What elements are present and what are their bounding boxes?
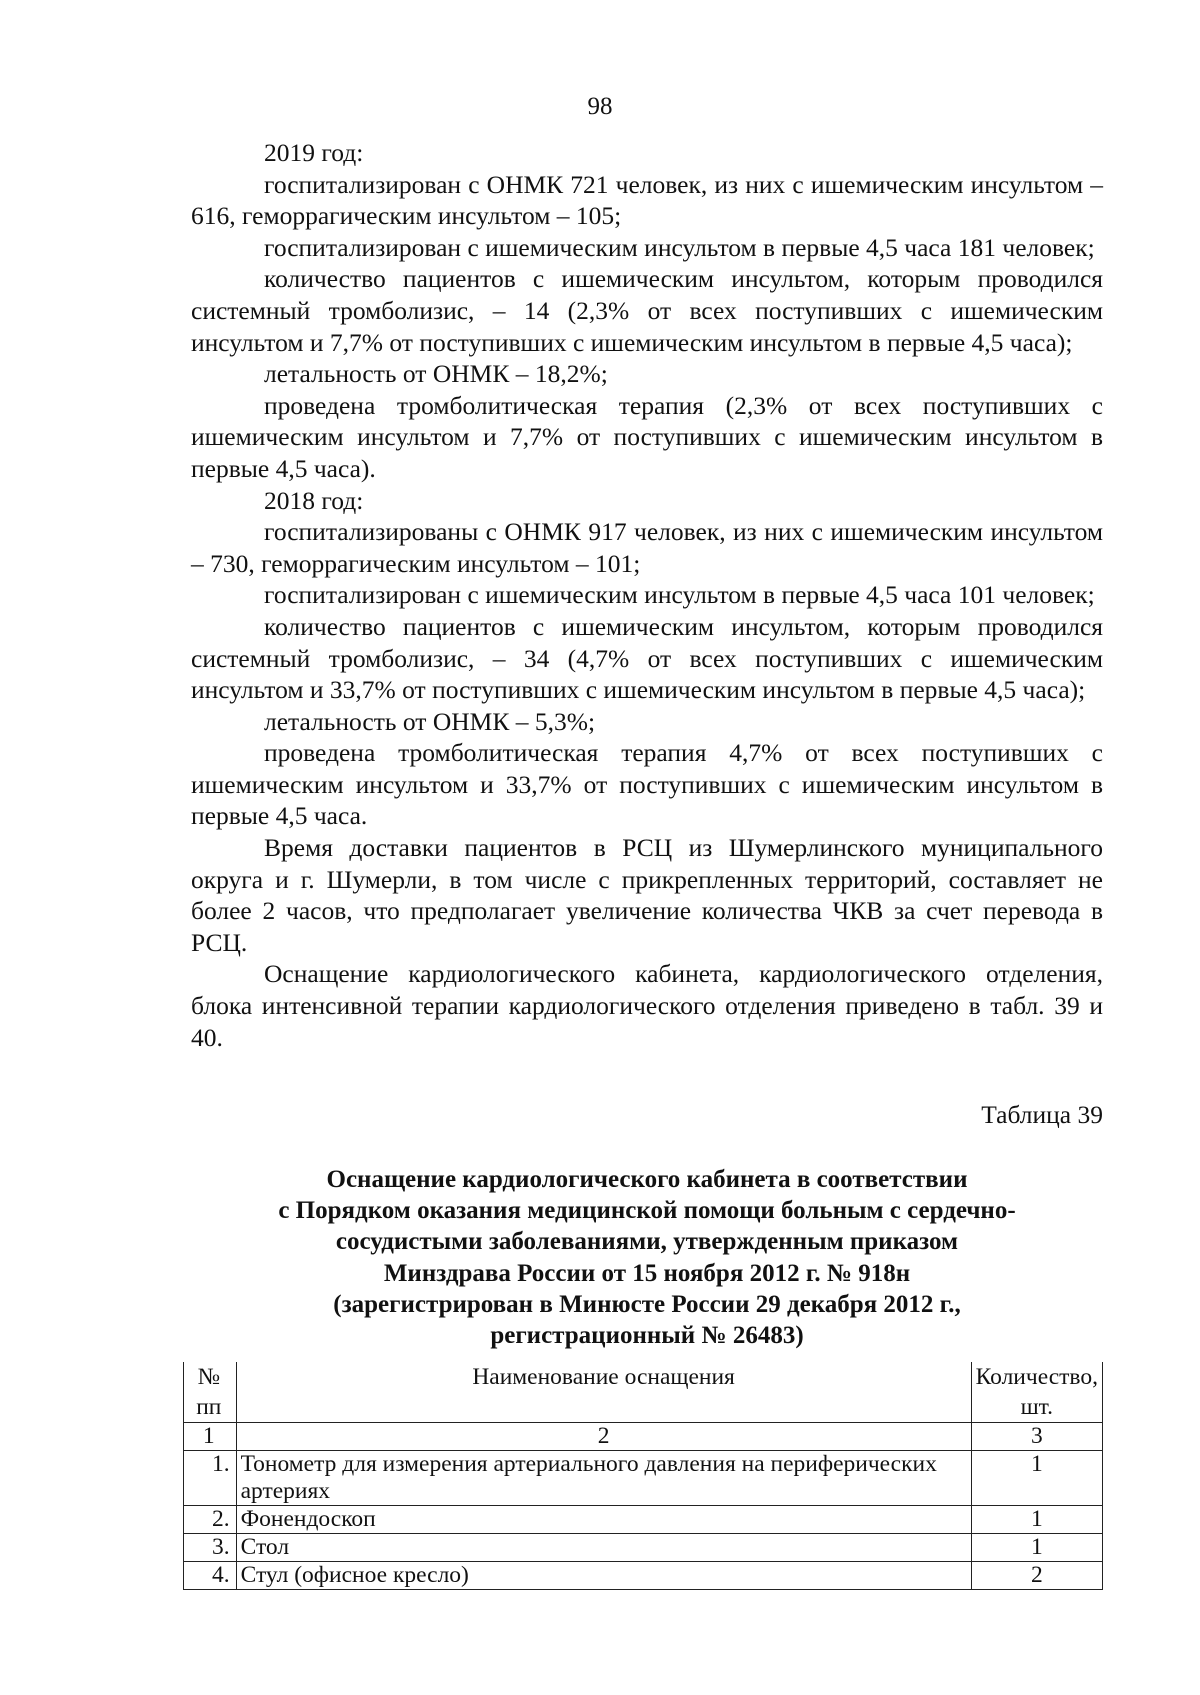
row-name: Стол	[236, 1534, 971, 1562]
table-title-line: регистрационный № 26483)	[490, 1322, 804, 1350]
header-row	[184, 1362, 1103, 1423]
row-num: 1.	[184, 1451, 237, 1506]
table-row	[184, 1562, 1103, 1590]
table-row	[184, 1506, 1103, 1534]
paragraph: госпитализирован с ОНМК 721 человек, из них с ишемическим инсультом – 616, геморрагическим инсультом – 105;	[191, 169, 1103, 231]
table-title-line: с Порядком оказания медицинской помощи больным с сердечно-	[278, 1197, 1016, 1225]
row-name: Тонометр для измерения артериального давления на периферических артериях	[236, 1451, 971, 1506]
paragraph: госпитализирован с ишемическим инсультом в первые 4,5 часа 181 человек;	[264, 232, 1095, 262]
row-qty: 1	[971, 1534, 1102, 1562]
row-num: 2.	[184, 1506, 237, 1534]
page-number: 98	[587, 93, 613, 120]
table-title-line: сосудистыми заболеваниями, утвержденным приказом	[335, 1228, 959, 1256]
table-title	[191, 1164, 1103, 1351]
table-row	[184, 1534, 1103, 1562]
table-header	[184, 1362, 1103, 1423]
column-number: 1	[184, 1423, 237, 1451]
row-qty: 1	[971, 1451, 1102, 1506]
paragraph: Время доставки пациентов в РСЦ из Шумерлинского муниципального округа и г. Шумерли, в том числе с прикрепленных территорий, составляет не более 2 часов, что предполагает увеличение количества ЧКВ за счет перевода в РСЦ.	[191, 833, 1103, 957]
row-num: 3.	[184, 1534, 237, 1562]
paragraph: количество пациентов с ишемическим инсультом, которым проводился системный тромболизис, – 34 (4,7% от всех поступивших с ишемическим инсультом и 33,7% от поступивших с ишемическим инсультом в первые 4,5 часа);	[191, 611, 1103, 705]
paragraph: проведена тромболитическая терапия 4,7% от всех поступивших с ишемическим инсультом и 33,7% от поступивших с ишемическим инсультом в первые 4,5 часа.	[191, 738, 1103, 831]
column-number: 2	[236, 1423, 971, 1451]
paragraph: летальность от ОНМК – 5,3%;	[264, 706, 596, 736]
table-title-line: Оснащение кардиологического кабинета в соответствии	[326, 1166, 968, 1193]
paragraph: летальность от ОНМК – 18,2%;	[264, 359, 608, 389]
row-qty: 1	[971, 1506, 1102, 1534]
paragraph: госпитализированы с ОНМК 917 человек, из них с ишемическим инсультом – 730, геморрагическим инсультом – 101;	[191, 517, 1103, 578]
paragraph: проведена тромболитическая терапия (2,3% от всех поступивших с ишемическим инсультом и 7,7% от поступивших с ишемическим инсультом в первые 4,5 часа).	[191, 390, 1103, 483]
table-caption: Таблица 39	[981, 1100, 1103, 1129]
table-body	[184, 1423, 1103, 1590]
column-number: 3	[971, 1423, 1102, 1451]
equipment-table	[183, 1362, 1103, 1590]
paragraph: количество пациентов с ишемическим инсультом, которым проводился системный тромболизис, – 14 (2,3% от всех поступивших с ишемическим инсультом и 7,7% от поступивших с ишемическим инсультом в первые 4,5 часа);	[191, 264, 1103, 357]
row-name: Стул (офисное кресло)	[236, 1562, 971, 1590]
table-row	[184, 1451, 1103, 1506]
paragraph: 2018 год:	[264, 485, 364, 515]
row-name: Фонендоскоп	[236, 1506, 971, 1534]
column-number-row	[184, 1423, 1103, 1451]
paragraph: госпитализирован с ишемическим инсультом в первые 4,5 часа 101 человек;	[264, 580, 1095, 610]
table-title-line: Минздрава России от 15 ноября 2012 г. № 918н	[383, 1259, 911, 1287]
paragraph: 2019 год:	[264, 138, 364, 167]
row-qty: 2	[971, 1562, 1102, 1590]
row-num: 4.	[184, 1562, 237, 1590]
paragraph: Оснащение кардиологического кабинета, кардиологического отделения, блока интенсивной терапии кардиологического отделения приведено в табл. 39 и 40.	[191, 959, 1103, 1052]
header-num: № пп	[184, 1362, 237, 1423]
header-qty: Количество, шт.	[971, 1362, 1102, 1423]
body-text	[191, 137, 1103, 1053]
table-title-line: (зарегистрирован в Минюсте России 29 декабря 2012 г.,	[333, 1290, 961, 1318]
header-name: Наименование оснащения	[236, 1362, 971, 1423]
